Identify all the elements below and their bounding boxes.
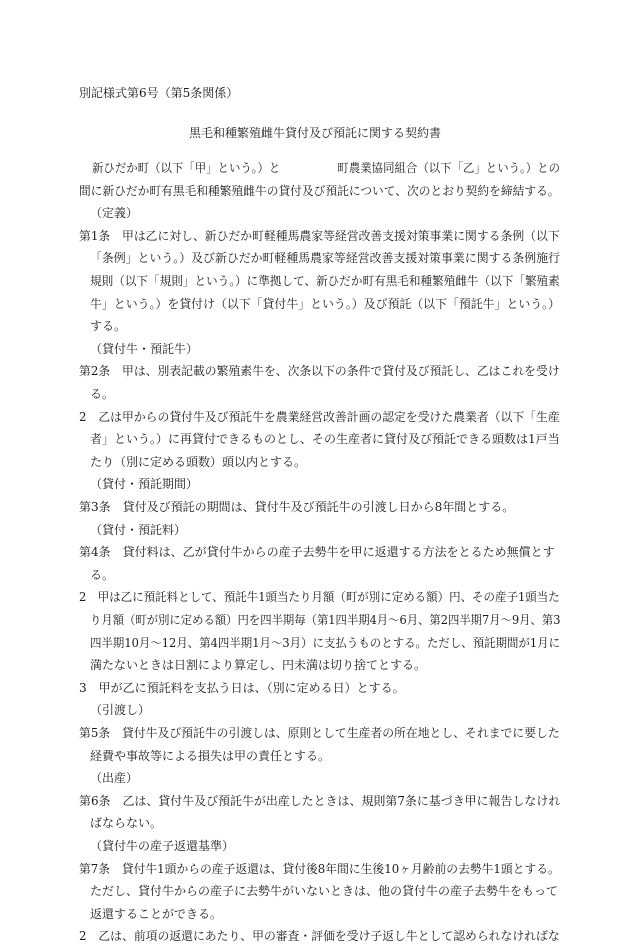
- section-heading: （引渡し）: [90, 703, 151, 718]
- section-heading: （貸付牛・預託牛）: [90, 341, 199, 356]
- section-heading: （定義）: [90, 206, 139, 221]
- preamble-line: 新ひだか町（以下「甲」という。）と 町農業協同組合（以下「乙」という。）との: [92, 161, 561, 175]
- article-line: 2 甲は乙に預託料として、預託牛1頭当たり月額（町が別に定める額）円、その産子1頭当た: [79, 590, 560, 605]
- article-line: 者」という。）に再貸付できるものとし、その生産者に貸付及び預託できる頭数は1戸当: [90, 432, 560, 447]
- preamble-line: 間に新ひだか町有黒毛和種繁殖雌牛の貸付及び預託について、次のとおり契約を締結する。: [79, 183, 560, 198]
- section-heading: （貸付牛の産子返還基準）: [90, 839, 235, 853]
- article-line: 2 乙は甲からの貸付牛及び預託牛を農業経営改善計画の認定を受けた農業者（以下「生産: [79, 409, 560, 424]
- section-heading: （貸付・預託期間）: [90, 477, 199, 492]
- article-line: 第6条 乙は、貸付牛及び預託牛が出産したときは、規則第7条に基づき甲に報告しなけれ: [79, 793, 561, 808]
- article-line: たり（別に定める頭数）頭以内とする。: [90, 454, 307, 469]
- article-line: 牛」という。）を貸付け（以下「貸付牛」という。）及び預託（以下「預託牛」という。）: [90, 296, 561, 311]
- form-label: 別記様式第6号（第5条関係）: [79, 86, 239, 100]
- section-heading: （貸付・預託料）: [90, 522, 187, 537]
- section-heading: （出産）: [90, 771, 139, 786]
- article-line: 3 甲が乙に預託料を支払う日は、（別に定める日）とする。: [79, 680, 405, 695]
- article-line: 第2条 甲は、別表記載の繁殖素牛を、次条以下の条件で貸付及び預託し、乙はこれを受け: [79, 364, 560, 379]
- article-line: 四半期10月～12月、第4四半期1月～3月）に支払うものとする。ただし、預託期間が1月に: [90, 635, 561, 650]
- article-line: する。: [90, 319, 127, 334]
- article-line: ばならない。: [90, 816, 163, 831]
- article-line: 第3条 貸付及び預託の期間は、貸付牛及び預託牛の引渡し日から8年間とする。: [79, 500, 515, 514]
- article-line: 満たないときは日割により算定し、円未満は切り捨てとする。: [90, 658, 427, 673]
- article-line: 返還することができる。: [90, 906, 223, 921]
- article-line: 第1条 甲は乙に対し、新ひだか町軽種馬農家等経営改善支援対策事業に関する条例（以下: [79, 228, 560, 243]
- article-line: り月額（町が別に定める額）円を四半期毎（第1四半期4月～6月、第2四半期7月～9月、第3: [90, 613, 561, 627]
- article-line: 2 乙は、前項の返還にあたり、甲の審査・評価を受け子返し牛として認められなければな: [79, 929, 560, 944]
- article-line: 第7条 貸付牛1頭からの産子返還は、貸付後8年間に生後10ヶ月齢前の去勢牛1頭とする。: [79, 861, 560, 876]
- article-line: る。: [90, 567, 115, 582]
- article-line: 「条例」という。）及び新ひだか町軽種馬農家等経営改善支援対策事業に関する条例施行: [90, 251, 561, 266]
- document-title: 黒毛和種繁殖雌牛貸付及び預託に関する契約書: [188, 126, 441, 140]
- article-line: 経費や事故等による損失は甲の責任とする。: [90, 748, 331, 763]
- article-line: る。: [90, 387, 115, 401]
- article-line: 第5条 貸付牛及び預託牛の引渡しは、原則として生産者の所在地とし、それまでに要した: [79, 726, 560, 740]
- article-line: ただし、貸付牛からの産子に去勢牛がいないときは、他の貸付牛の産子去勢牛をもって: [90, 884, 559, 899]
- article-line: 規則（以下「規則」という。）に準拠して、新ひだか町有黒毛和種繁殖雌牛（以下「繁殖素: [90, 274, 560, 288]
- article-line: 第4条 貸付料は、乙が貸付牛からの産子去勢牛を甲に返還する方法をとるため無償とす: [79, 545, 555, 560]
